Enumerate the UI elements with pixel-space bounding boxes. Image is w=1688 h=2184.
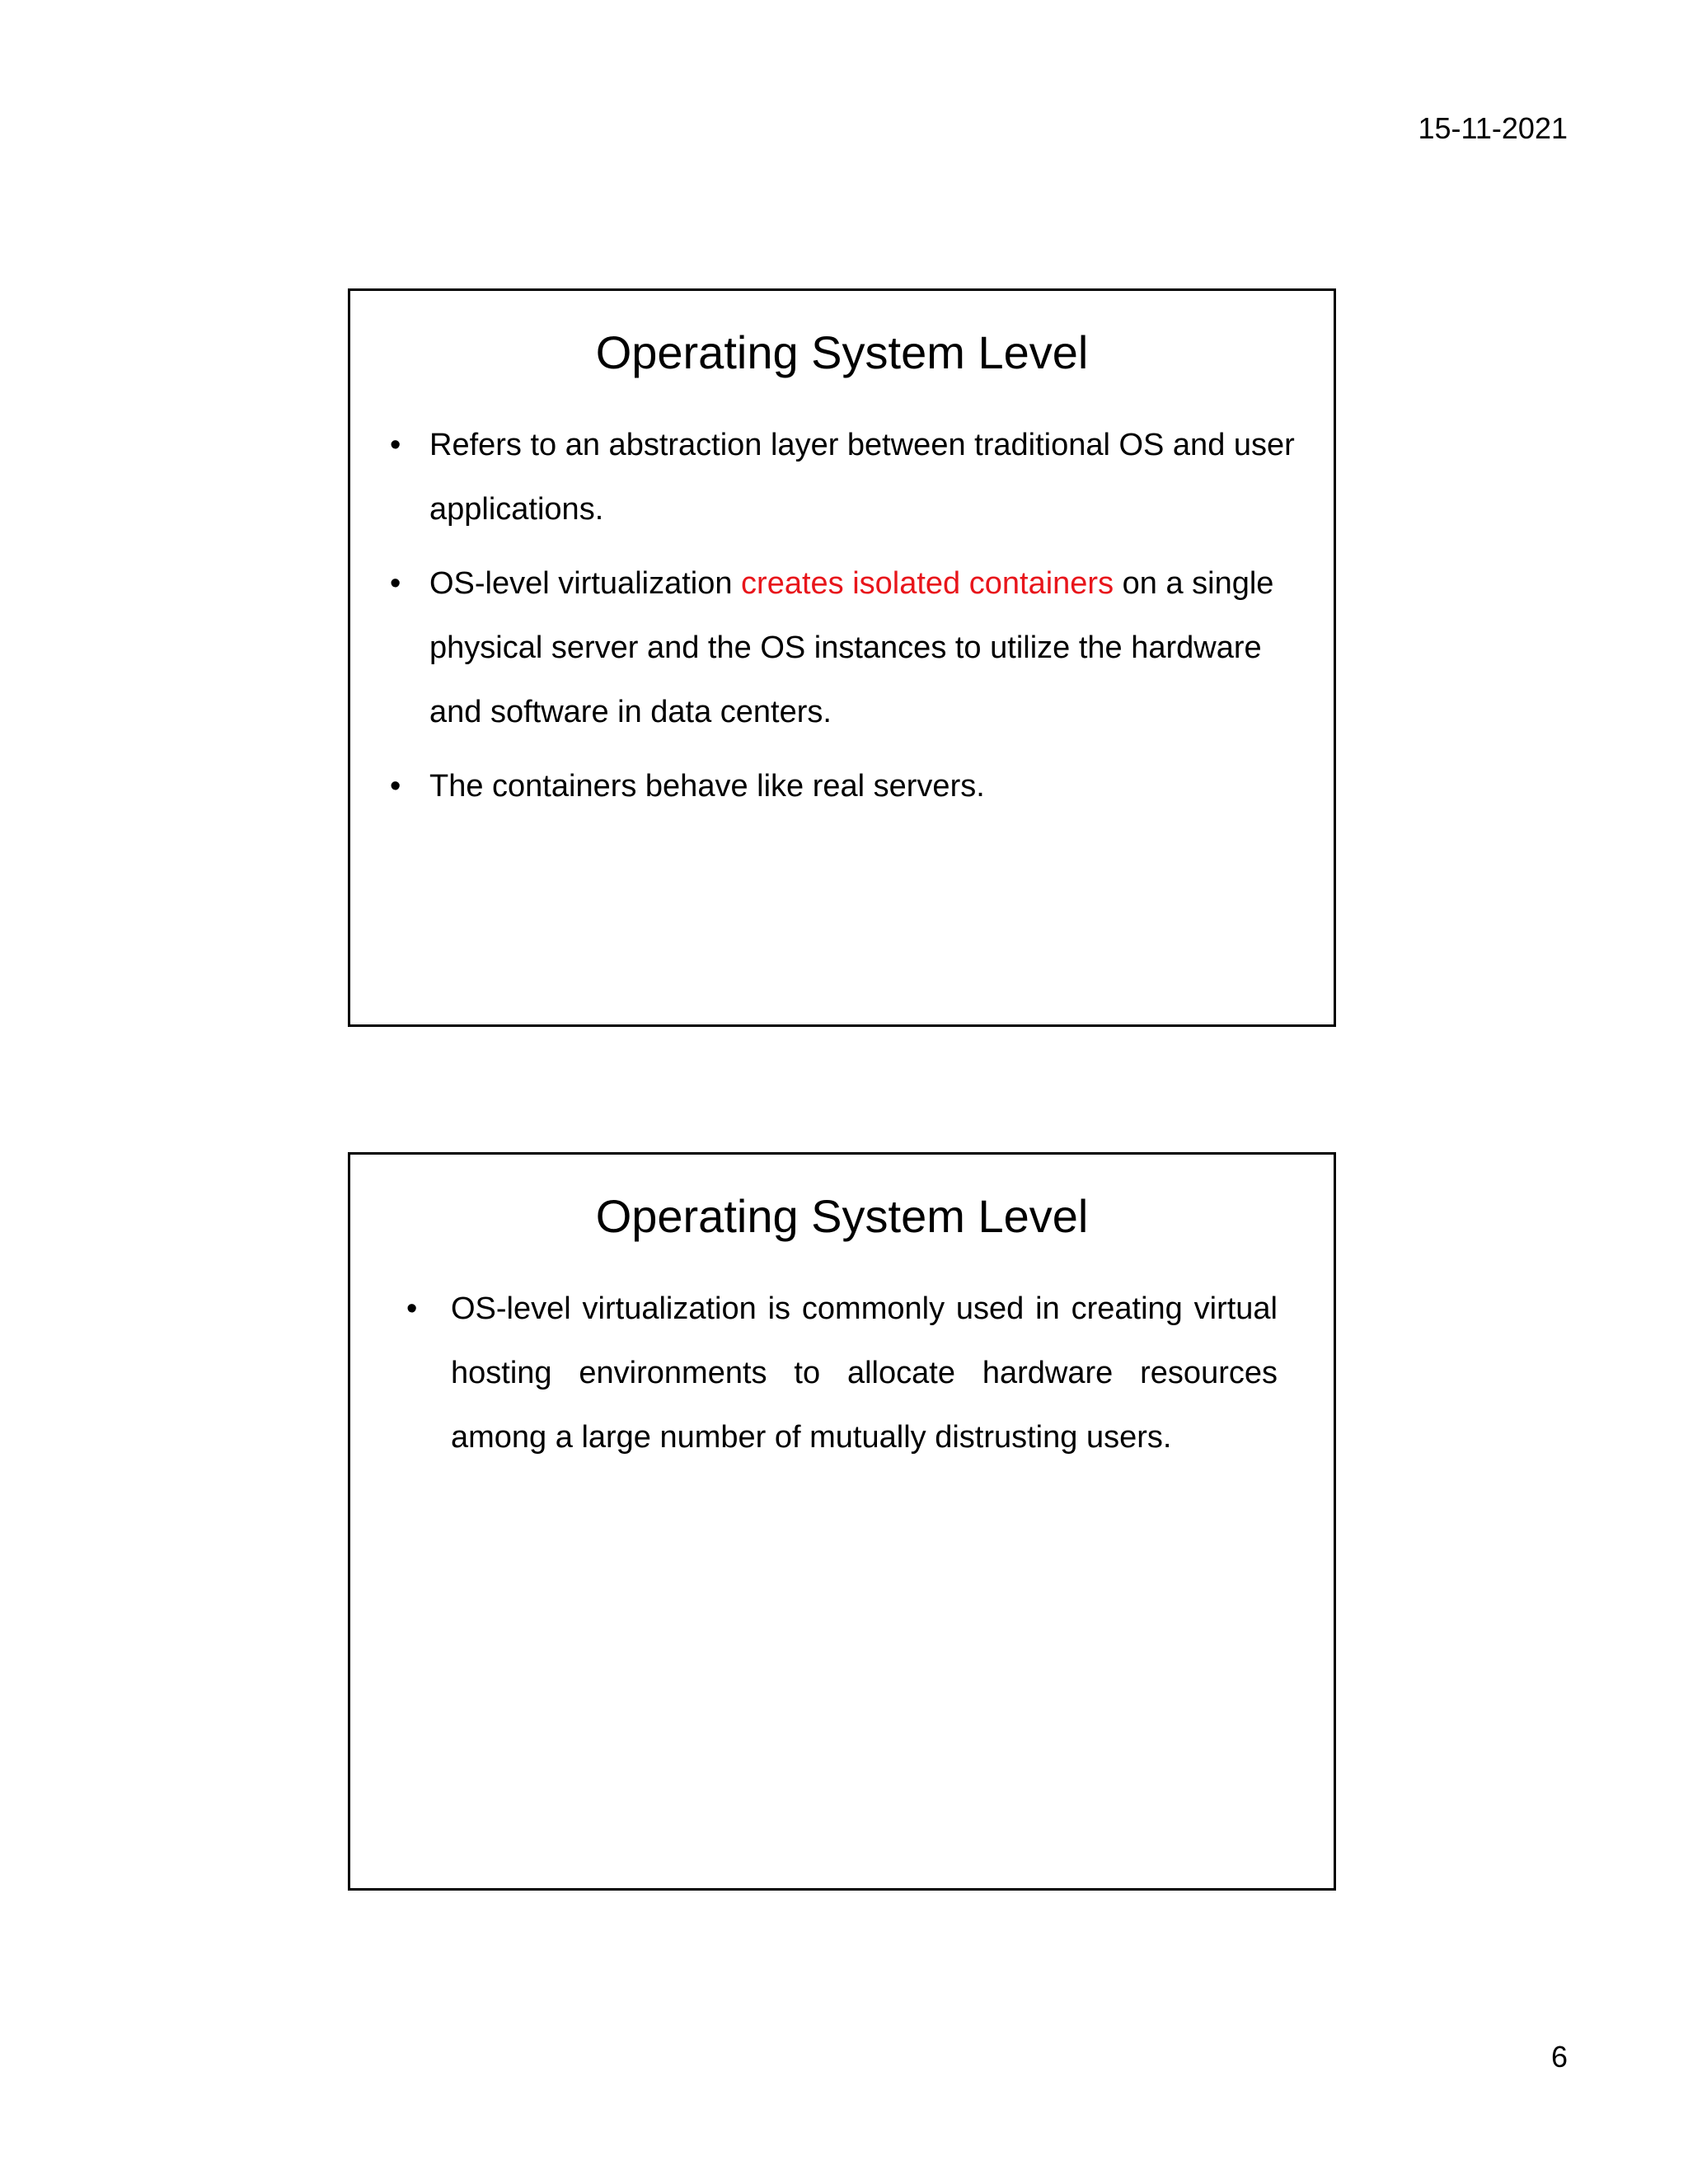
- page-number: 6: [1550, 2040, 1568, 2074]
- slide-title: Operating System Level: [595, 326, 1089, 378]
- bullet-item: [388, 754, 1302, 818]
- bullet-item: [405, 1277, 1278, 1469]
- bullet-icon: •: [406, 1291, 418, 1326]
- bullet-item: [388, 413, 1302, 541]
- bullet-text: OS-level virtualization is commonly used in creating virtual hosting environments to allocate hardware resources among a large number of mutually distrusting users.: [451, 1291, 1278, 1455]
- page-date: 15-11-2021: [1418, 111, 1568, 145]
- bullet-text-before: OS-level virtualization: [429, 566, 742, 601]
- bullet-list: [405, 1277, 1278, 1479]
- bullet-list: [388, 413, 1302, 828]
- bullet-icon: •: [390, 428, 401, 462]
- bullet-item: [388, 551, 1302, 744]
- bullet-text: The containers behave like real servers.: [429, 769, 985, 804]
- slide-title: Operating System Level: [595, 1190, 1089, 1242]
- bullet-text: Refers to an abstraction layer between traditional OS and user applications.: [429, 428, 1295, 527]
- bullet-icon: •: [390, 566, 401, 601]
- highlighted-text: creates isolated containers: [741, 566, 1114, 601]
- bullet-text-after: on a single physical server and the OS instances to utilize the hardware and software in data centers.: [429, 566, 1274, 729]
- slide-1: [348, 288, 1336, 1027]
- slide-2: [348, 1152, 1336, 1891]
- bullet-icon: •: [390, 769, 401, 804]
